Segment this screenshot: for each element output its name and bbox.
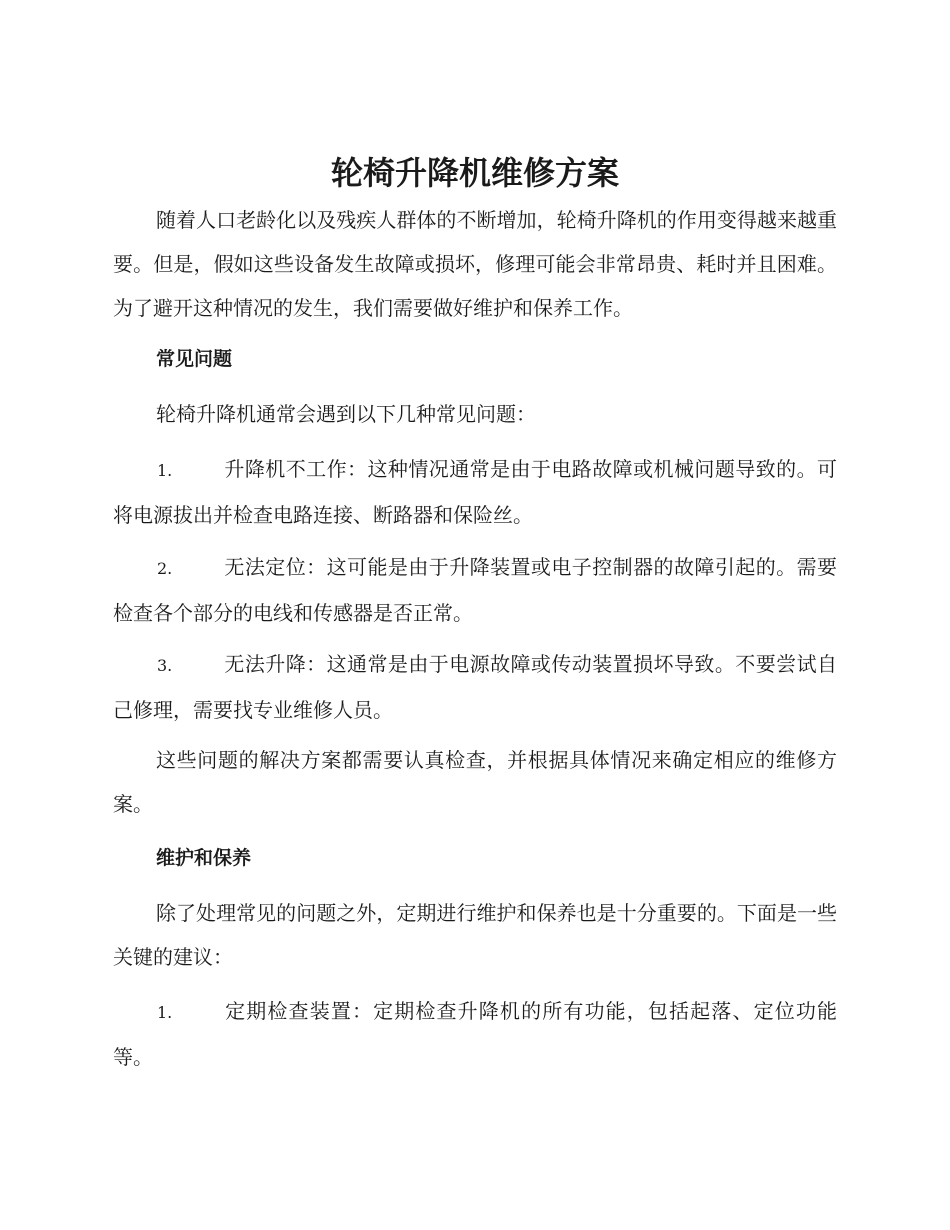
list-item-number: 1. (157, 461, 173, 480)
section-heading-common-problems: 常见问题 (156, 348, 233, 370)
document-title: 轮椅升降机维修方案 (330, 154, 619, 192)
list-item-number: 3. (157, 656, 173, 675)
list-item (113, 545, 837, 635)
list-item-text: 无法定位：这可能是由于升降装置或电子控制器的故障引起的。需要检查各个部分的电线和传感器是否正常。 (113, 555, 837, 625)
list-item (113, 447, 837, 537)
list-item (113, 642, 837, 732)
list-item-text: 升降机不工作：这种情况通常是由于电路故障或机械问题导致的。可将电源拔出并检查电路连接、断路器和保险丝。 (113, 457, 837, 527)
list-item-text: 无法升降：这通常是由于电源故障或传动装置损坏导致。不要尝试自己修理，需要找专业维修人员。 (113, 652, 837, 722)
list-item-number: 1. (157, 1003, 173, 1022)
list-item-text: 定期检查装置：定期检查升降机的所有功能，包括起落、定位功能等。 (113, 999, 837, 1069)
section1-lead-paragraph: 轮椅升降机通常会遇到以下几种常见问题： (156, 402, 536, 426)
section1-closing-paragraph: 这些问题的解决方案都需要认真检查，并根据具体情况来确定相应的维修方案。 (113, 748, 837, 816)
intro-paragraph: 随着人口老龄化以及残疾人群体的不断增加，轮椅升降机的作用变得越来越重要。但是，假如这些设备发生故障或损坏，修理可能会非常昂贵、耗时并且困难。为了避开这种情况的发生，我们需要做好维护和保养工作。 (113, 208, 837, 320)
list-item (113, 989, 837, 1079)
section2-lead-paragraph: 除了处理常见的问题之外，定期进行维护和保养也是十分重要的。下面是一些关键的建议： (113, 901, 837, 969)
list-item-number: 2. (157, 559, 173, 578)
section-heading-maintenance: 维护和保养 (156, 847, 252, 869)
